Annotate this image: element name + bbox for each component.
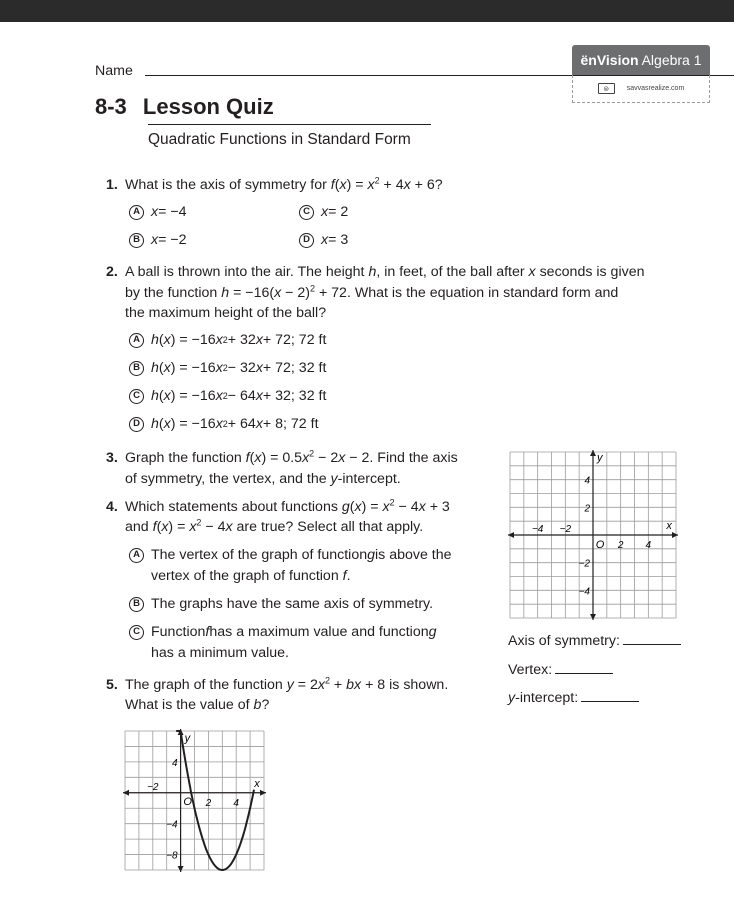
q5-x-label: x — [254, 777, 260, 790]
g3-x-arrow — [672, 532, 678, 538]
brand-envision: ënVision — [580, 52, 639, 68]
q5-number: 5. — [106, 677, 118, 693]
q5-x-tick: −2 — [147, 781, 159, 793]
q3-line1: Graph the function $f(x) = 0.5x^2 - 2x - 2$. Find the axis — [125, 448, 458, 466]
q2-number: 2. — [106, 264, 118, 280]
q2-line3: the maximum height of the ball? — [125, 305, 327, 321]
q5-y-tick: 4 — [172, 757, 178, 769]
title-rule — [148, 124, 431, 125]
q2-line2: by the function $h = -16(x - 2)^2 + 72$. What is the equation in standard form and — [125, 283, 619, 301]
q5-y-tick: −8 — [166, 850, 178, 862]
g3-x-arrow — [508, 532, 514, 538]
q3-y-tick: 2 — [584, 503, 590, 515]
g5-y-arrow — [178, 866, 184, 872]
q3-x-tick: 2 — [617, 540, 624, 551]
q5-y-label: y — [184, 732, 191, 745]
q4-option-a[interactable]: A The vertex of the graph of function g is above the — [129, 545, 452, 565]
q1-number: 1. — [106, 177, 118, 193]
q2-option-d[interactable]: D h ( x ) = −16 x 2 + 64 x + 8; 72 ft — [129, 414, 319, 434]
q4-number: 4. — [106, 499, 118, 515]
name-label: Name — [95, 63, 133, 79]
q5-line1: The graph of the function $y = 2x^2$ + bx + 8 is shown. — [125, 675, 449, 693]
q3-axes — [508, 450, 678, 620]
q2-option-b[interactable]: B h ( x ) = −16 x 2 − 32 x + 72; 32 ft — [129, 358, 326, 378]
q1-option-d[interactable]: D x = 3 — [299, 230, 348, 250]
q2-line1: A ball is thrown into the air. The height h, in feet, of the ball after x seconds is given — [125, 264, 645, 280]
q5-origin: O — [183, 795, 192, 808]
q5-x-tick: 4 — [233, 797, 239, 809]
q3-number: 3. — [106, 450, 118, 466]
brand-badge — [572, 45, 710, 75]
q4-option-c-line2: has a minimum value. — [151, 645, 289, 661]
vertex-label: Vertex: — [508, 660, 613, 680]
q5-y-tick: −4 — [166, 819, 178, 831]
g3-y-arrow — [590, 450, 596, 456]
q4-line1: Which statements about functions $g(x) = x^2 - 4x + 3$ — [125, 497, 450, 515]
q3-x-tick: −2 — [559, 524, 572, 535]
lesson-title: Lesson Quiz — [142, 94, 274, 119]
axis-answer-blank[interactable] — [623, 644, 681, 645]
q2-option-c[interactable]: C h ( x ) = −16 x 2 − 64 x + 32; 32 ft — [129, 386, 326, 406]
lesson-number: 8-3 — [95, 94, 127, 119]
q5-line2: What is the value of b? — [125, 697, 270, 713]
q4-line2: and $f(x) = x^2 - 4x$ are true? Select all that apply. — [125, 517, 424, 535]
top-bar — [0, 0, 734, 22]
q5-grid — [125, 731, 264, 870]
q1-text: What is the axis of symmetry for $f(x) = x^2 + 4x + 6$? — [125, 175, 443, 193]
laptop-icon: ⊜ — [598, 83, 615, 94]
y-intercept-label: y-intercept: — [508, 688, 639, 708]
q3-x-label: x — [666, 520, 672, 532]
q1-option-b[interactable]: B x = −2 — [129, 230, 187, 250]
q3-x-tick: 4 — [645, 540, 652, 551]
page-title — [95, 94, 274, 120]
page-subtitle: Quadratic Functions in Standard Form — [148, 131, 411, 148]
q1-option-c[interactable]: C x = 2 — [299, 202, 348, 222]
yint-answer-blank[interactable] — [581, 701, 639, 702]
savvas-realize[interactable] — [572, 75, 710, 103]
q4-option-b[interactable]: B The graphs have the same axis of symmetry. — [129, 594, 433, 614]
q4-option-a-line2: vertex of the graph of function f. — [151, 568, 351, 584]
q5-graph — [123, 729, 266, 872]
g5-x-arrow — [260, 790, 266, 796]
g5-x-arrow — [123, 790, 129, 796]
q3-x-tick: −4 — [531, 524, 544, 535]
q3-y-tick: −4 — [578, 586, 590, 598]
q3-y-label: y — [597, 452, 603, 465]
savvas-link[interactable]: savvasrealize.com — [626, 85, 685, 92]
q3-graph[interactable] — [508, 450, 678, 621]
axis-of-symmetry-label: Axis of symmetry: — [508, 631, 681, 651]
g3-y-arrow — [590, 614, 596, 620]
vertex-answer-blank[interactable] — [555, 673, 613, 674]
q3-y-tick: −2 — [578, 558, 590, 570]
q1-option-a[interactable]: A x = −4 — [129, 202, 187, 222]
q3-y-tick: 4 — [584, 475, 590, 487]
q3-origin: O — [595, 539, 605, 551]
brand-algebra: Algebra 1 — [641, 52, 702, 68]
q3-line2: of symmetry, the vertex, and the y-intercept. — [125, 471, 401, 487]
q5-x-tick: 2 — [205, 797, 212, 809]
q2-option-a[interactable]: A h ( x ) = −16 x 2 + 32 x + 72; 72 ft — [129, 330, 326, 350]
q4-option-c[interactable]: C Function f has a maximum value and function g — [129, 622, 437, 642]
